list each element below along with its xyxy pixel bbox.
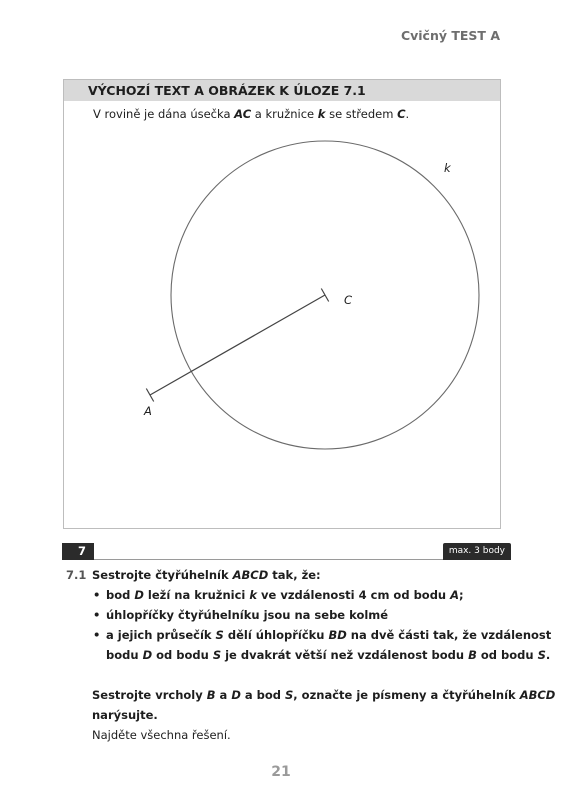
- bullet-icon: •: [93, 588, 101, 602]
- instruction-text: Sestrojte vrcholy: [92, 688, 207, 702]
- subtask-number: 7.1: [66, 568, 87, 582]
- task-prompt: [66, 565, 496, 585]
- instruction-text: ABCD: [519, 688, 556, 702]
- prompt-text: Sestrojte čtyřúhelník: [92, 568, 233, 582]
- condition-text: dělí úhlopříčku: [223, 628, 329, 642]
- condition-text: od bodu: [152, 648, 213, 662]
- condition-text: S: [537, 648, 546, 662]
- condition-text: B: [468, 648, 477, 662]
- final-note: Najděte všechna řešení.: [92, 728, 231, 742]
- task-number: 7: [62, 543, 94, 560]
- instruction-text: a: [215, 688, 232, 702]
- intro-text-part: a kružnice: [251, 107, 318, 121]
- intro-box: [63, 79, 501, 529]
- instruction-text: a bod: [240, 688, 285, 702]
- condition-text: bod: [106, 588, 135, 602]
- instruction-text: , označte je písmeny a čtyřúhelník: [293, 688, 520, 702]
- task-body: [66, 565, 556, 745]
- condition-1: [66, 585, 496, 605]
- segment-ac-label: AC: [234, 107, 252, 121]
- condition-text: ve vzdálenosti 4 cm od bodu: [257, 588, 451, 602]
- circle-k-label: k: [317, 107, 326, 121]
- condition-3: [66, 625, 552, 665]
- geometry-figure: [64, 80, 502, 530]
- segment-ac: [150, 295, 325, 395]
- condition-text: S: [212, 648, 222, 662]
- condition-text: D: [134, 588, 144, 602]
- test-name-header: Cvičný TEST A: [400, 28, 500, 43]
- condition-text: D: [142, 648, 153, 662]
- bullet-icon: •: [93, 628, 101, 642]
- intro-text-part: se středem: [325, 107, 398, 121]
- page-number: 21: [271, 764, 291, 780]
- max-points-badge: max. 3 body: [443, 543, 511, 560]
- condition-text: je dvakrát větší než vzdálenost bodu: [221, 648, 469, 662]
- instruction-text: S: [285, 688, 294, 702]
- condition-text: .: [545, 648, 551, 662]
- intro-text-part: .: [405, 107, 410, 121]
- intro-text-part: V rovině je dána úsečka: [93, 107, 235, 121]
- condition-text: k: [249, 588, 258, 602]
- condition-text: S: [215, 628, 224, 642]
- center-c-label: C: [397, 107, 406, 121]
- condition-text: bodu: [106, 648, 143, 662]
- tick-c: [321, 289, 328, 302]
- condition-2: [66, 605, 496, 625]
- condition-text: ;: [459, 588, 464, 602]
- instruction-text: D: [231, 688, 241, 702]
- condition-text: na dvě části tak, že vzdálenost: [346, 628, 552, 642]
- condition-text: A: [450, 588, 460, 602]
- point-label-a: A: [144, 404, 152, 418]
- condition-text: úhlopříčky čtyřúhelníku jsou na sebe kolmé: [106, 608, 389, 622]
- point-label-c: C: [344, 293, 353, 307]
- circle-label-k: k: [444, 161, 451, 175]
- tick-a: [146, 389, 153, 402]
- instruction-line: [66, 685, 556, 705]
- prompt-text: ABCD: [232, 568, 269, 582]
- condition-text: BD: [328, 628, 347, 642]
- intro-title: VÝCHOZÍ TEXT A OBRÁZEK K ÚLOZE 7.1: [64, 80, 500, 101]
- instruction-line: narýsujte.: [92, 708, 158, 722]
- condition-text: od bodu: [476, 648, 538, 662]
- prompt-text: tak, že:: [268, 568, 321, 582]
- bullet-icon: •: [93, 608, 101, 622]
- condition-text: a jejich průsečík: [106, 628, 216, 642]
- instruction-text: B: [206, 688, 216, 702]
- condition-text: leží na kružnici: [143, 588, 250, 602]
- task-header-bar: [62, 543, 511, 560]
